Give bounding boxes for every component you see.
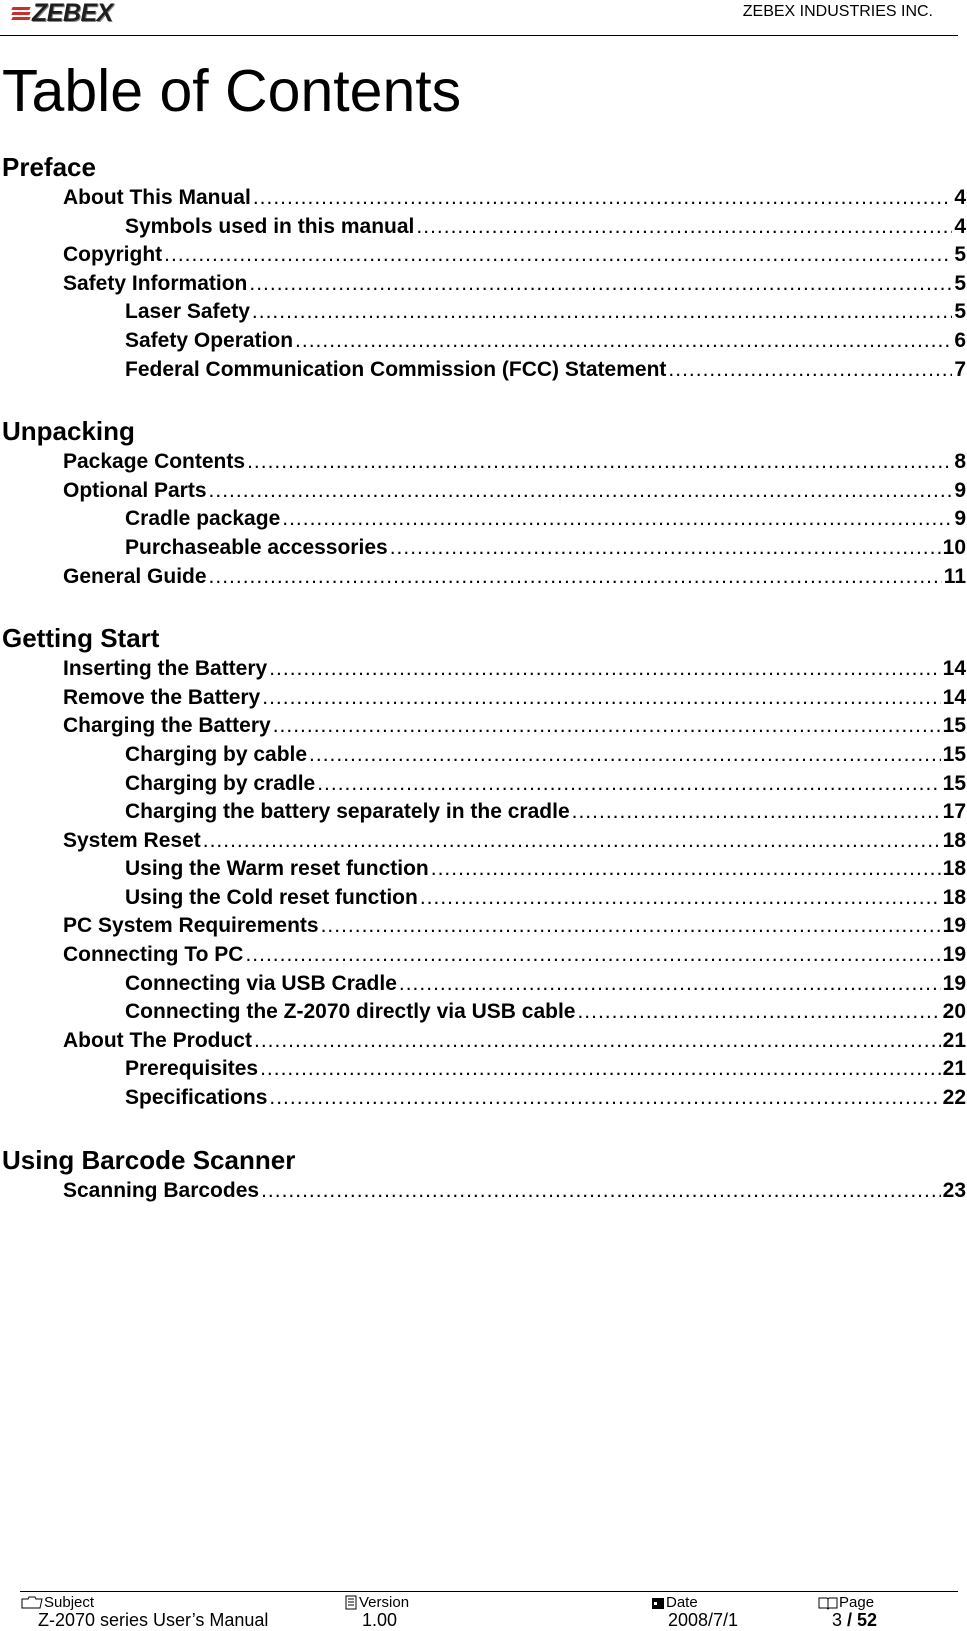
toc-entry[interactable] <box>0 970 966 999</box>
toc-entry[interactable] <box>0 712 966 741</box>
toc-entry-label: Connecting To PC <box>63 943 244 967</box>
toc-entry-page: 18 <box>942 885 966 909</box>
toc-entry-label: Specifications <box>125 1086 268 1110</box>
toc-entry-page: 19 <box>942 943 966 967</box>
toc-dot-leader <box>252 298 952 327</box>
toc-entry-page: 11 <box>943 564 966 588</box>
toc-entry[interactable] <box>0 884 966 913</box>
toc-entry-page: 8 <box>954 450 966 474</box>
toc-entry[interactable] <box>0 655 966 684</box>
toc-entry-label: About This Manual <box>63 186 251 209</box>
logo-text: ZEBEX <box>32 0 113 27</box>
toc-entry-page: 5 <box>954 271 966 295</box>
toc-entry-label: General Guide <box>63 564 207 588</box>
toc-dot-leader <box>247 448 952 477</box>
toc-dot-leader <box>253 184 952 213</box>
toc-entry[interactable] <box>0 770 966 799</box>
page-header <box>0 0 967 38</box>
toc-dot-leader <box>416 213 952 242</box>
toc-entry-label: About The Product <box>63 1028 252 1052</box>
subject-label: Subject <box>21 1594 94 1611</box>
page-title: Table of Contents <box>2 58 462 124</box>
open-book-icon <box>818 1596 838 1610</box>
toc-dot-leader <box>668 356 952 385</box>
toc-entry[interactable] <box>0 241 966 270</box>
toc-dot-leader <box>317 770 940 799</box>
toc-section-title: Getting Start <box>2 623 160 654</box>
toc-entry[interactable] <box>0 1055 966 1084</box>
logo-stripes-icon <box>12 3 30 23</box>
toc-entry[interactable] <box>0 477 966 506</box>
page-label: Page <box>818 1594 874 1611</box>
page-total: / 52 <box>847 1610 878 1630</box>
toc-entry-label: Copyright <box>63 243 163 267</box>
toc-dot-leader <box>269 655 940 684</box>
toc-entry-label: Laser Safety <box>125 300 250 324</box>
toc-section-title: Preface <box>2 152 96 182</box>
toc-dot-leader <box>245 941 940 970</box>
toc-dot-leader <box>431 855 941 884</box>
toc-entry-label: Federal Communication Commission (FCC) Statement <box>125 357 667 381</box>
toc-dot-leader <box>309 741 941 770</box>
toc-dot-leader <box>262 684 940 713</box>
toc-entry-page: 19 <box>942 914 966 938</box>
toc-entry[interactable] <box>0 327 966 356</box>
toc-entry[interactable] <box>0 448 966 477</box>
document-icon <box>344 1595 358 1610</box>
toc-entry-label: Safety Operation <box>125 328 294 352</box>
date-value: 2008/7/1 <box>668 1610 739 1630</box>
footer-divider <box>20 1591 958 1592</box>
version-label: Version <box>344 1594 409 1611</box>
toc-entry-page: 5 <box>954 243 966 267</box>
toc-entry-label: Purchaseable accessories <box>125 535 388 559</box>
toc-entry-page: 18 <box>942 857 966 881</box>
toc-entry-page: 18 <box>942 828 966 852</box>
page-footer <box>0 1590 967 1631</box>
toc-entry[interactable] <box>0 855 966 884</box>
toc-entry[interactable] <box>0 998 966 1027</box>
header-divider <box>0 35 958 36</box>
toc-entry-page: 7 <box>954 357 966 381</box>
toc-entry-page: 22 <box>942 1086 966 1110</box>
toc-entry-label: Cradle package <box>125 507 281 531</box>
toc-entry-page: 4 <box>954 186 966 209</box>
toc-dot-leader <box>321 912 941 941</box>
toc-dot-leader <box>209 477 953 506</box>
toc-entry-page: 21 <box>942 1028 966 1052</box>
toc-entry[interactable] <box>0 270 966 299</box>
toc-entry-page: 5 <box>954 300 966 324</box>
table-of-contents <box>0 150 967 1235</box>
toc-entry-label: Connecting via USB Cradle <box>125 971 397 995</box>
toc-entry-page: 19 <box>942 971 966 995</box>
zebex-logo <box>12 0 113 26</box>
toc-dot-leader <box>390 534 941 563</box>
folder-icon <box>21 1596 43 1609</box>
toc-entry[interactable] <box>0 298 966 327</box>
toc-entry-label: Symbols used in this manual <box>125 214 415 238</box>
toc-entry-page: 9 <box>954 507 966 531</box>
toc-dot-leader <box>203 827 941 856</box>
toc-entry[interactable] <box>0 563 966 592</box>
calendar-icon <box>651 1596 665 1610</box>
toc-section-title: Unpacking <box>2 416 135 447</box>
toc-entry[interactable] <box>0 534 966 563</box>
toc-entry[interactable] <box>0 798 966 827</box>
toc-entry-label: Using the Warm reset function <box>125 857 429 881</box>
toc-entry-page: 17 <box>942 800 966 824</box>
toc-entry[interactable] <box>0 827 966 856</box>
toc-entry-label: Scanning Barcodes <box>63 1178 260 1202</box>
toc-entry[interactable] <box>0 912 966 941</box>
toc-dot-leader <box>399 970 941 999</box>
toc-entry-page: 6 <box>954 328 966 352</box>
toc-dot-leader <box>269 1084 940 1113</box>
toc-entry-page: 4 <box>954 214 966 238</box>
toc-entry[interactable] <box>0 184 966 213</box>
toc-section <box>0 621 967 1113</box>
toc-entry-page: 15 <box>942 771 966 795</box>
toc-dot-leader <box>261 1177 941 1206</box>
toc-entry-label: Remove the Battery <box>63 685 261 709</box>
toc-entry-page: 10 <box>942 535 966 559</box>
page-number <box>832 1610 877 1631</box>
toc-entry-label: Charging the Battery <box>63 714 271 738</box>
toc-entry-label: PC System Requirements <box>63 914 319 938</box>
toc-dot-leader <box>164 241 952 270</box>
toc-section-title: Using Barcode Scanner <box>2 1144 296 1175</box>
toc-entry[interactable] <box>0 213 966 242</box>
date-label: Date <box>651 1594 698 1611</box>
toc-entry[interactable] <box>0 356 966 385</box>
toc-dot-leader <box>282 505 952 534</box>
toc-dot-leader <box>295 327 952 356</box>
toc-entry-page: 14 <box>942 685 966 709</box>
toc-entry-label: Inserting the Battery <box>63 657 268 681</box>
toc-entry-page: 23 <box>942 1178 966 1202</box>
toc-entry[interactable] <box>0 505 966 534</box>
toc-entry-label: Using the Cold reset function <box>125 885 418 909</box>
toc-entry-label: Package Contents <box>63 450 246 474</box>
version-value: 1.00 <box>362 1610 398 1630</box>
toc-dot-leader <box>209 563 942 592</box>
toc-section <box>0 150 967 384</box>
toc-dot-leader <box>572 798 941 827</box>
toc-entry-label: Charging by cradle <box>125 771 316 795</box>
toc-dot-leader <box>249 270 952 299</box>
toc-entry-label: Safety Information <box>63 271 248 295</box>
toc-entry-page: 9 <box>954 478 966 502</box>
toc-entry[interactable] <box>0 741 966 770</box>
page-current: 3 <box>832 1610 843 1630</box>
toc-entry-label: Charging the battery separately in the cradle <box>125 800 570 824</box>
subject-value: Z-2070 series User’s Manual <box>38 1610 269 1630</box>
toc-section <box>0 1143 967 1206</box>
toc-section <box>0 414 967 591</box>
toc-entry[interactable] <box>0 684 966 713</box>
toc-entry-label: Optional Parts <box>63 478 207 502</box>
toc-entry-page: 15 <box>942 714 966 738</box>
toc-entry-label: Prerequisites <box>125 1057 259 1081</box>
toc-entry-page: 14 <box>942 657 966 681</box>
toc-entry[interactable] <box>0 1177 966 1206</box>
company-name: ZEBEX INDUSTRIES INC. <box>742 3 933 20</box>
toc-entry-label: Connecting the Z-2070 directly via USB cable <box>125 1000 576 1024</box>
toc-entry-label: System Reset <box>63 828 201 852</box>
toc-dot-leader <box>577 998 940 1027</box>
toc-entry-page: 21 <box>942 1057 966 1081</box>
toc-dot-leader <box>273 712 941 741</box>
toc-dot-leader <box>420 884 941 913</box>
toc-dot-leader <box>260 1055 941 1084</box>
toc-entry-label: Charging by cable <box>125 742 308 766</box>
toc-entry[interactable] <box>0 941 966 970</box>
toc-entry[interactable] <box>0 1084 966 1113</box>
toc-entry-page: 15 <box>942 742 966 766</box>
toc-dot-leader <box>254 1027 941 1056</box>
toc-entry-page: 20 <box>942 1000 966 1024</box>
toc-entry[interactable] <box>0 1027 966 1056</box>
